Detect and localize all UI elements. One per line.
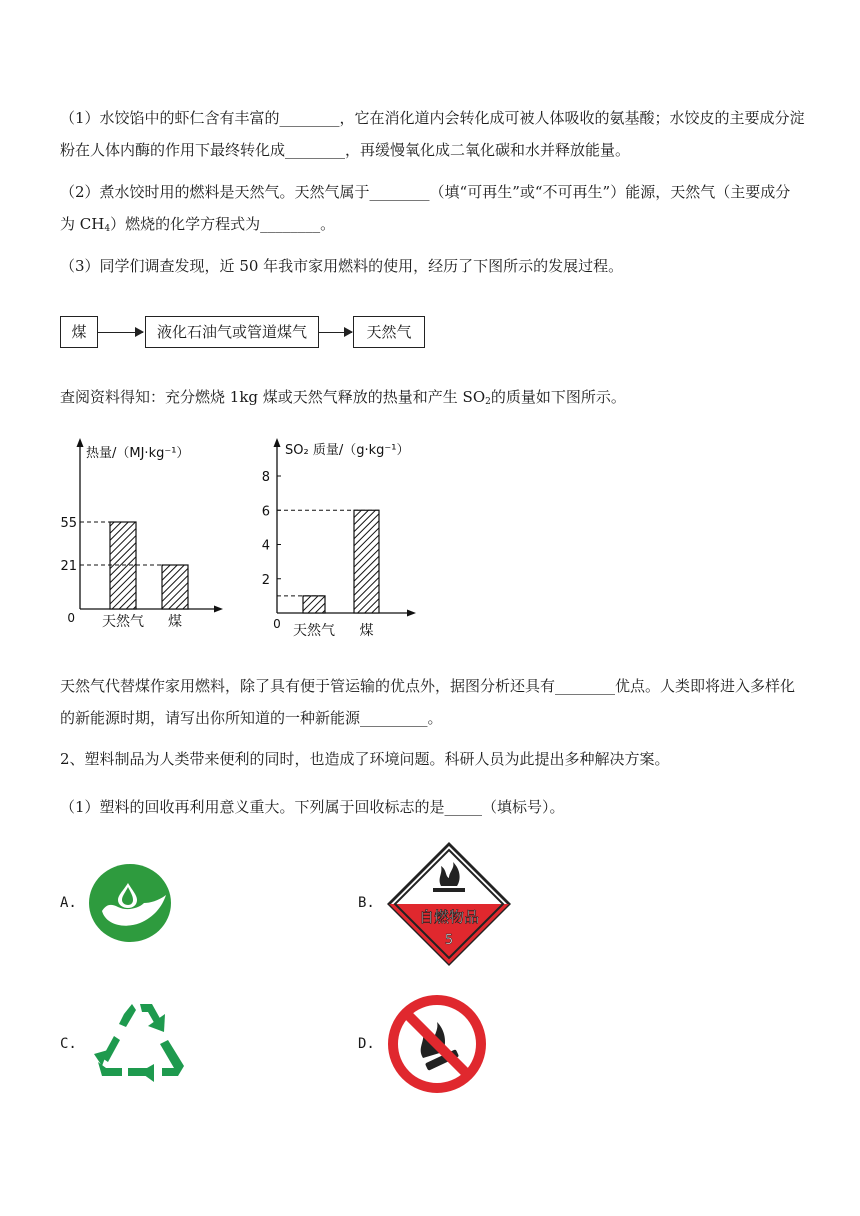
q1-data-intro-a: 查阅资料得知：充分燃烧 1kg 煤或天然气释放的热量和产生 SO	[60, 388, 486, 406]
ch4-subscript: 4	[104, 224, 111, 234]
flow-box-natural-gas: 天然气	[353, 316, 425, 348]
option-c-letter: C.	[60, 1036, 77, 1052]
y-axis-arrow	[77, 438, 84, 447]
so2-chart	[255, 432, 430, 642]
y-tick-label: 55	[60, 516, 77, 531]
flow-arrow-1	[98, 332, 143, 333]
sign-label: 自燃物品	[418, 908, 480, 926]
x-tick-label: 天然气	[102, 614, 144, 630]
y-tick-label: 2	[261, 572, 270, 588]
spontaneous-combustion-icon	[385, 840, 513, 972]
q2-part1-text: （1）塑料的回收再利用意义重大。下列属于回收标志的是_____（填标号）。	[60, 798, 565, 816]
flow-arrow-2	[319, 332, 352, 333]
q1-part2-text-a: （2）煮水饺时用的燃料是天然气。天然气属于________（填“可再生”或“不可再生”）能源，天然气（主要成分为 CH	[60, 183, 791, 233]
bar-coal	[354, 510, 379, 613]
x-tick-label: 煤	[168, 614, 182, 630]
x-tick-label: 煤	[359, 623, 374, 639]
x-axis-arrow	[407, 610, 416, 617]
option-a-letter: A.	[60, 895, 77, 911]
chart1-origin: 0	[67, 611, 75, 625]
q1-data-intro	[60, 381, 805, 413]
q1-part1-text: （1）水饺馅中的虾仁含有丰富的________，它在消化道内会转化成可被人体吸收的氨基酸；水饺皮的主要成分淀粉在人体内酶的作用下最终转化成________，再缓慢氧化成二氧化碳和水并释放能量。	[60, 109, 805, 159]
heat-chart	[55, 432, 230, 637]
y-tick-label: 8	[261, 470, 270, 485]
y-axis-arrow	[274, 438, 281, 447]
y-tick-label: 4	[261, 538, 270, 554]
q1-part4-text: 天然气代替煤作家用燃料，除了具有便于管运输的优点外，据图分析还具有________优点。人类即将进入多样化的新能源时期，请写出你所知道的一种新能源_________。	[60, 677, 796, 727]
flow-box-lpg: 液化石油气或管道煤气	[145, 316, 319, 348]
q1-data-intro-b: 的质量如下图所示。	[490, 388, 626, 406]
bar-coal	[162, 565, 188, 609]
q2-intro: 2、塑料制品为人类带来便利的同时，也造成了环境问题。科研人员为此提出多种解决方案。	[60, 750, 670, 768]
y-tick-label: 6	[261, 504, 270, 520]
y-tick-label: 21	[60, 559, 77, 574]
chart2-ylabel: SO₂ 质量/（g·kg⁻¹）	[285, 443, 410, 458]
sign-number: 5	[444, 933, 454, 948]
q1-part2-text-b: ）燃烧的化学方程式为________。	[110, 215, 336, 233]
flow-box-coal: 煤	[60, 316, 98, 348]
chart1-ylabel: 热量/（MJ·kg⁻¹）	[86, 446, 190, 461]
x-tick-label: 天然气	[293, 623, 335, 639]
x-axis-arrow	[214, 606, 223, 613]
bar-natural-gas	[303, 596, 325, 613]
chart2-origin: 0	[273, 617, 281, 631]
so2-subscript: 2	[485, 397, 491, 407]
fuel-flow-diagram	[60, 316, 440, 350]
water-saving-icon	[88, 863, 173, 947]
recycle-icon	[92, 1000, 188, 1092]
no-fire-icon	[387, 994, 487, 1098]
q1-part3-text: （3）同学们调查发现，近 50 年我市家用燃料的使用，经历了下图所示的发展过程。	[60, 257, 624, 275]
q1-part2-text	[60, 176, 805, 240]
option-d-letter: D.	[358, 1036, 375, 1052]
option-b-letter: B.	[358, 895, 375, 911]
